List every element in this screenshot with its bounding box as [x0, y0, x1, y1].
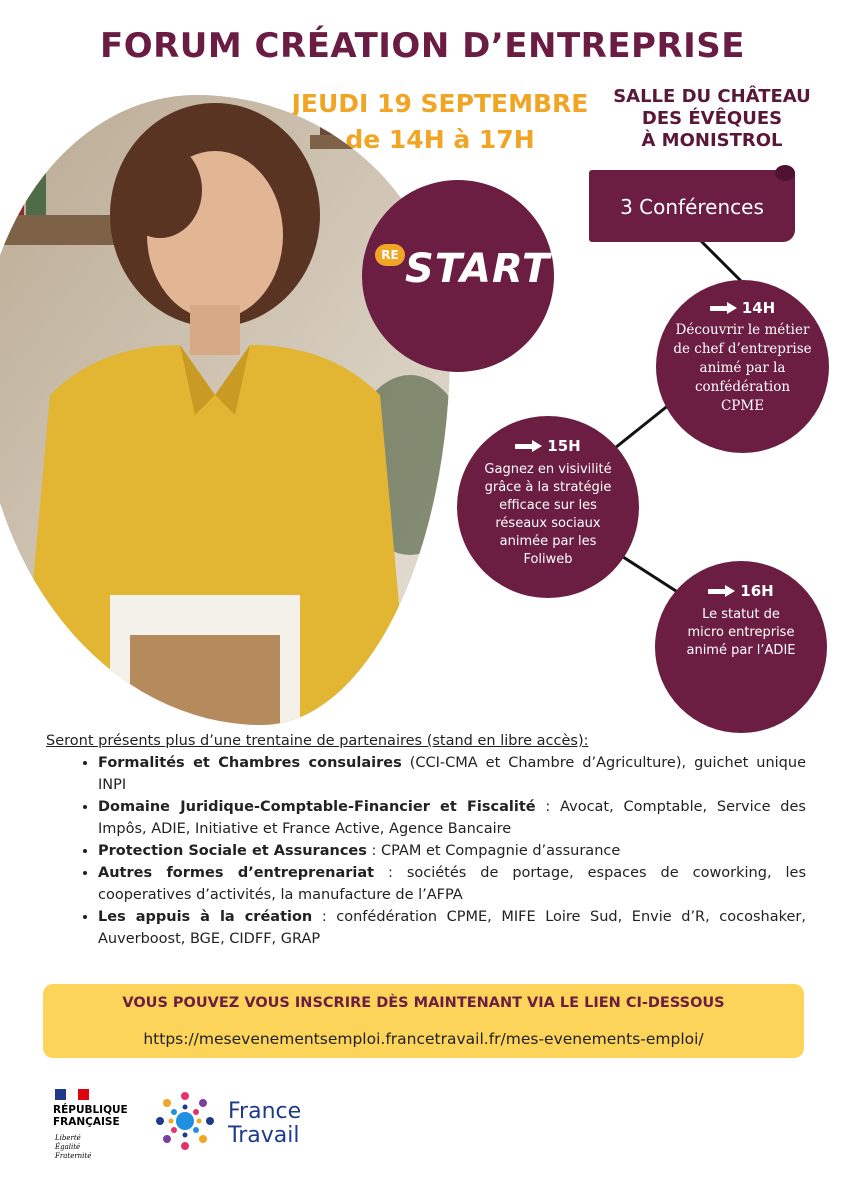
- conference-time: 15H: [457, 436, 639, 455]
- conferences-banner-label: 3 Conférences: [620, 195, 764, 219]
- conference-circle-16h: [655, 561, 827, 733]
- partners-section: [46, 733, 806, 950]
- list-item: • Formalités et Chambres consulaires (CCI-CMA et Chambre d’Agriculture), guichet unique INPI: [98, 752, 806, 796]
- conference-desc: Découvrir le métier de chef d’entreprise animé par la confédération CPME: [673, 322, 812, 414]
- restart-logo-word: START: [405, 246, 551, 292]
- republique-francaise-logo: RÉPUBLIQUE FRANÇAISE: [53, 1104, 128, 1128]
- france-travail-logo: France Travail: [228, 1099, 302, 1148]
- republique-motto: Liberté Égalité Fraternité: [55, 1134, 92, 1160]
- conference-desc: Le statut de micro entreprise animé par l’ADIE: [686, 607, 796, 658]
- list-item: • Domaine Juridique-Comptable-Financier et Fiscalité : Avocat, Comptable, Service des Impôs, ADIE, Initiative et France Active, Agence Bancaire: [98, 796, 806, 840]
- conference-circle-15h: [457, 416, 639, 598]
- arrow-right-icon: [708, 587, 734, 596]
- arrow-right-icon: [710, 304, 736, 313]
- banner-curl: [775, 165, 795, 181]
- event-day: JEUDI 19 SEPTEMBRE: [291, 89, 589, 118]
- venue-line: À MONISTROL: [641, 130, 783, 151]
- partners-intro: Seront présents plus d’une trentaine de partenaires (stand en libre accès):: [46, 733, 589, 749]
- page-title: FORUM CRÉATION D’ENTREPRISE: [99, 26, 746, 66]
- venue-line: SALLE DU CHÂTEAU: [613, 86, 811, 107]
- venue-line: DES ÉVÊQUES: [641, 108, 783, 129]
- conference-time: 16H: [655, 581, 827, 600]
- list-item: • Protection Sociale et Assurances : CPAM et Compagnie d’assurance: [98, 840, 806, 862]
- event-hours: de 14H à 17H: [345, 125, 535, 154]
- conference-circle-14h: [656, 280, 829, 453]
- registration-title: VOUS POUVEZ VOUS INSCRIRE DÈS MAINTENANT VIA LE LIEN CI-DESSOUS: [122, 995, 725, 1011]
- conference-desc: Gagnez en visivilité grâce à la stratégie efficace sur les réseaux sociaux animée par les Foliweb: [484, 462, 612, 567]
- list-item: • Autres formes d’entreprenariat : sociétés de portage, espaces de coworking, les cooperatives d’activités, la manufacture de l’AFPA: [98, 862, 806, 906]
- marianne-flag-icon: [55, 1089, 89, 1100]
- partners-list: [46, 752, 806, 950]
- arrow-right-icon: [515, 442, 541, 451]
- list-item: • Les appuis à la création : confédération CPME, MIFE Loire Sud, Envie d’R, cocoshaker, Auverboost, BGE, CIDFF, GRAP: [98, 906, 806, 950]
- restart-logo-pill: RE: [375, 244, 405, 266]
- france-travail-mark-icon: [152, 1088, 218, 1154]
- conference-time: 14H: [656, 298, 829, 317]
- registration-link[interactable]: https://mesevenementsemploi.francetravail.fr/mes-evenements-emploi/: [143, 1030, 704, 1048]
